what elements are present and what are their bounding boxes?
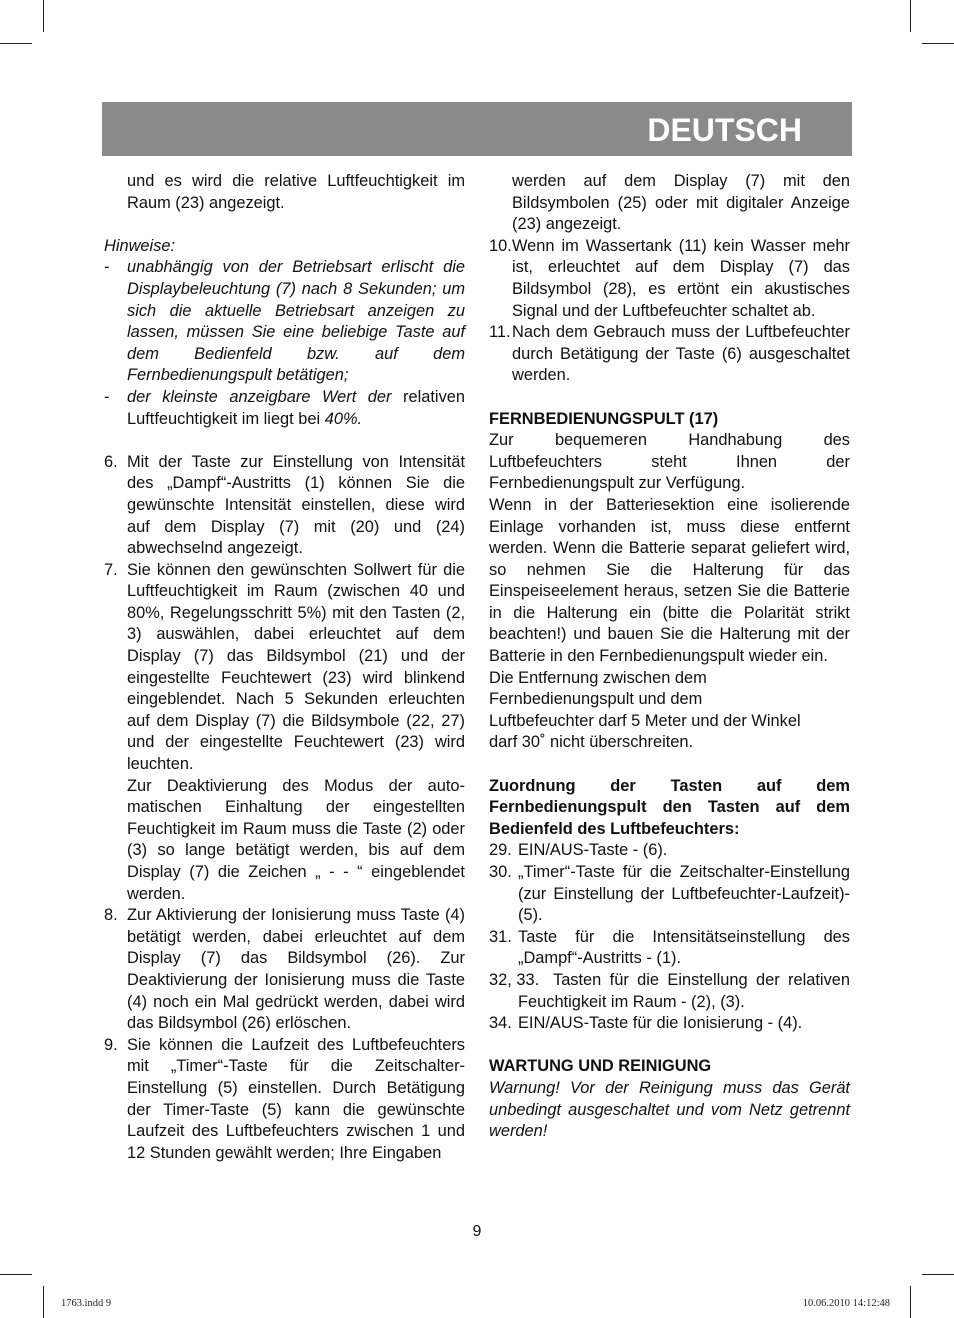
assignment-item xyxy=(489,862,850,927)
item-text: „Timer“-Taste für die Zeitschalter-Einstellung (zur Einstellung der Luftbefeuchter-Laufzeit)- (5). xyxy=(518,863,850,925)
list-item xyxy=(104,1035,465,1165)
list-item xyxy=(489,236,850,322)
list-item xyxy=(104,560,465,776)
item-number: 11. xyxy=(489,323,511,342)
item-continuation: Zur Deaktivierung des Modus der automatischen Einhaltung der eingestellten Feuchtigkeit im Raum muss die Taste (2) oder (3) so lange betätigt werden, bis auf dem Display (7) die Zeichen „ - - “ eingeblendet werden. xyxy=(127,776,465,903)
item-number: 32, 33. xyxy=(489,970,540,989)
item-number: 6. xyxy=(104,452,118,471)
crop-mark xyxy=(43,0,44,32)
item-number: 31. xyxy=(489,927,512,946)
dash-marker: - xyxy=(104,258,110,277)
crop-mark xyxy=(0,1274,32,1275)
left-column xyxy=(104,171,465,1164)
crop-mark xyxy=(910,0,911,32)
remote-paragraph: Wenn in der Batteriesektion eine isolierende Einlage vorhanden ist, muss diese entfernt werden. Wenn die Batterie separat geliefert wird, so nehmen Sie die Halterung für das Einspeiseelement heraus, setzen Sie die Batterie in die Halterung ein (bitte die Polarität strikt beachten!) und bauen Sie die Halterung mit der Batterie in den Fernbedienungspult wieder ein. xyxy=(489,495,850,666)
crop-mark xyxy=(910,1286,911,1318)
item-text: EIN/AUS-Taste - (6). xyxy=(518,841,668,860)
note-text: relativen Luftfeuchtigkeit im liegt bei xyxy=(127,387,466,428)
remote-distance-line: Luftbefeuchter darf 5 Meter und der Winkel xyxy=(489,711,801,730)
assignment-item xyxy=(489,927,850,970)
crop-mark xyxy=(922,43,954,44)
notes-title: Hinweise: xyxy=(104,236,176,255)
item-number: 10. xyxy=(489,236,512,255)
item-text: Sie können die Laufzeit des Luftbefeuchters mit „Timer“-Taste für die Zeitschalter-Einstellung (5) einstellen. Durch Betätigung der Timer-Taste (5) kann die gewünschte Laufzeit des Luftbefeuchters zwischen 1 und 12 Stunden gewählt werden; Ihre Eingaben xyxy=(127,1035,465,1162)
list-item xyxy=(104,905,465,1035)
language-title: DEUTSCH xyxy=(647,112,802,148)
section-heading-care: WARTUNG UND REINIGUNG xyxy=(489,1057,712,1076)
item-number: 34. xyxy=(489,1014,512,1033)
item-number: 29. xyxy=(489,841,512,860)
item-text: Sie können den gewünschten Sollwert für die Luftfeuchtigkeit im Raum (zwischen 40 und 80%, Regelungsschritt 5%) mit den Tasten (2, 3) auswählen, dabei erleuchtet auf dem Display (7) das Bildsymbol (21) und der eingestellte Feuchtewert (23) wird blinkend eingeblendet. Nach 5 Sekunden erleuchten auf dem Display (7) die Bildsymbole (22, 27) und der eingestellte Feuchtewert (23) wird leuchten. xyxy=(127,560,465,774)
note-item xyxy=(104,387,465,430)
assignment-item xyxy=(489,840,850,862)
item-text: Tasten für die Einstellung der relativen Feuchtigkeit im Raum - (2), (3). xyxy=(518,970,850,1011)
section-heading-assignment: Zuordnung der Tasten auf dem Fernbedienungspult den Tasten auf dem Bedienfeld des Luftbefeuchters: xyxy=(489,776,850,838)
dash-marker: - xyxy=(104,387,110,406)
item-number: 30. xyxy=(489,863,512,881)
note-item xyxy=(104,257,465,387)
care-warning: Warnung! Vor der Reinigung muss das Gerät unbedingt ausgeschaltet und vom Netz getrennt werden! xyxy=(489,1078,850,1141)
right-column xyxy=(489,171,850,1143)
crop-mark xyxy=(922,1274,954,1275)
assignment-item xyxy=(489,970,850,1013)
list-item xyxy=(489,322,850,387)
note-text: unabhängig von der Betriebsart erlischt die Displaybeleuchtung (7) nach 8 Sekunden; um sich die aktuelle Betriebsart anzeigen zu lassen, müssen Sie eine beliebige Taste auf dem Bedienfeld bzw. auf dem Fernbedienungspult betätigen; xyxy=(127,258,465,385)
item-text: Taste für die Intensitätseinstellung des „Dampf“-Austritts - (1). xyxy=(518,927,850,968)
item-number: 9. xyxy=(104,1035,118,1054)
crop-mark xyxy=(0,43,32,44)
remote-distance-line: darf 30˚ nicht überschreiten. xyxy=(489,733,694,752)
page-number: 9 xyxy=(472,1223,482,1240)
list-item xyxy=(104,452,465,560)
item-text: Nach dem Gebrauch muss der Luftbefeuchter durch Betätigung der Taste (6) ausgeschaltet werden. xyxy=(512,323,850,385)
note-text-italic: 40%. xyxy=(324,409,363,428)
intro-paragraph: und es wird die relative Luftfeuchtigkeit im Raum (23) angezeigt. xyxy=(127,172,465,212)
note-text-italic: der kleinste anzeigbare Wert der xyxy=(127,387,392,406)
crop-mark xyxy=(43,1286,44,1318)
date-slug: 10.06.2010 14:12:48 xyxy=(802,1298,890,1309)
language-header-bar xyxy=(102,102,852,156)
assignment-item xyxy=(489,1013,850,1035)
item-continuation: werden auf dem Display (7) mit den Bildsymbolen (25) oder mit digitaler Anzeige (23) angezeigt. xyxy=(512,172,850,234)
remote-distance-line: Die Entfernung zwischen dem xyxy=(489,668,707,687)
item-text: Zur Aktivierung der Ionisierung muss Taste (4) betätigt werden, dabei erleuchtet auf dem Display (7) das Bildsymbol (26). Zur Deaktivierung der Ionisierung muss die Taste (4) noch ein Mal gedrückt werden, dabei wird das Bildsymbol (26) erlöschen. xyxy=(127,906,465,1033)
remote-paragraph: Zur bequemeren Handhabung des Luftbefeuchters steht Ihnen der Fernbedienungspult zur Verfügung. xyxy=(489,431,850,493)
item-text: EIN/AUS-Taste für die Ionisierung - (4). xyxy=(518,1014,803,1033)
remote-distance-line: Fernbedienungspult und dem xyxy=(489,690,703,709)
item-text: Wenn im Wassertank (11) kein Wasser mehr ist, erleuchtet auf dem Display (7) das Bildsymbol (28), es ertönt ein akustisches Signal und der Luftbefeuchter schaltet ab. xyxy=(512,236,850,320)
item-number: 7. xyxy=(104,560,118,579)
item-text: Mit der Taste zur Einstellung von Intensität des „Dampf“-Austritts (1) können Sie die gewünschte Intensität einstellen, diese wird auf dem Display (7) mit (20) und (24) abwechselnd angezeigt. xyxy=(127,452,465,558)
section-heading-remote: FERNBEDIENUNGSPULT (17) xyxy=(489,409,719,428)
item-number: 8. xyxy=(104,906,118,925)
file-slug: 1763.indd 9 xyxy=(61,1298,112,1309)
